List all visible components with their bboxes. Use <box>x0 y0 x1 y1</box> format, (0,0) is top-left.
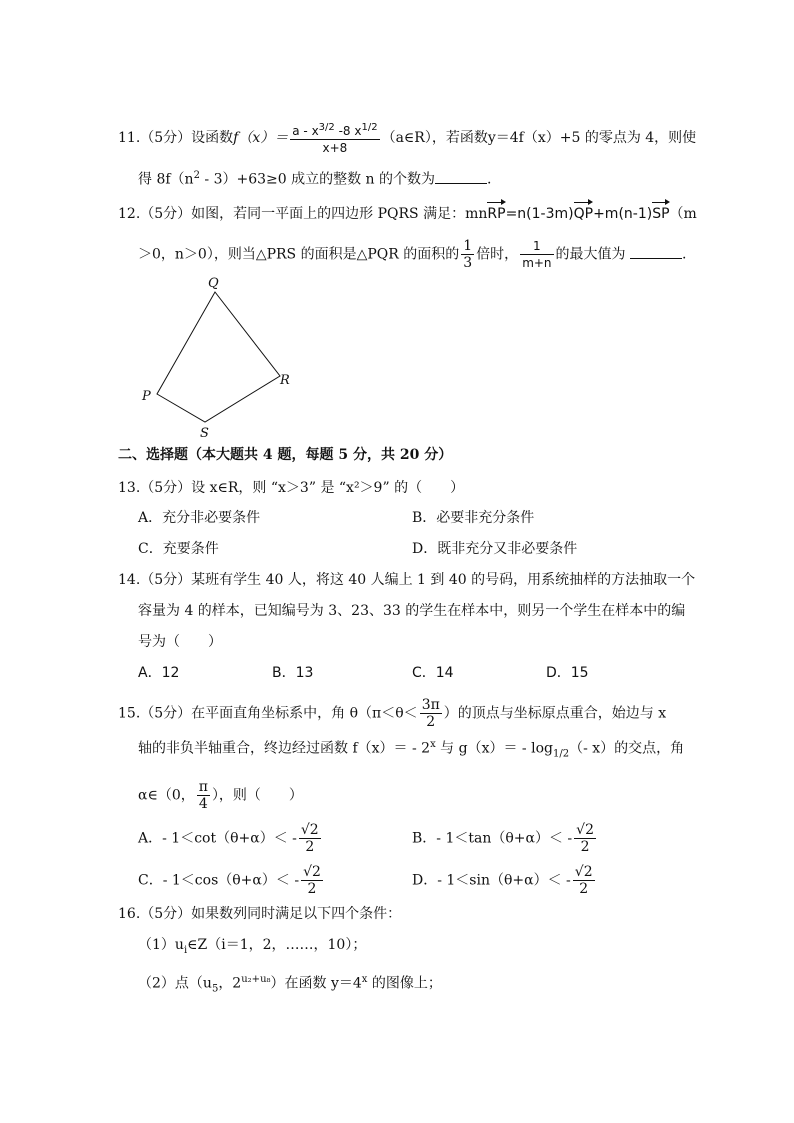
q13-option-b[interactable]: B．必要非充分条件 <box>412 510 535 526</box>
quadrilateral-pqrs <box>157 292 280 422</box>
q15-fraction-3pi-2: $\frac{3\pi}{2}$ <box>421 697 440 730</box>
q15-line3: α∈（0， $\frac{\pi}{4}$ ），则（ ） <box>138 779 303 812</box>
q15-fraction-pi-4: $\frac{\pi}{4}$ <box>198 779 208 812</box>
q15-line2: 轴的非负半轴重合，终边经过函数 f（x）＝ - 2$^x$ 与 $g(x)= - \log_{1/2}(-$ x）的交点，角 <box>138 739 685 760</box>
q14-option-c[interactable]: C．14 <box>412 665 454 681</box>
root2-over-2: $\frac{√2}{2}$ <box>303 864 321 897</box>
q15-option-d[interactable]: D．- 1＜sin（θ+α）＜ - $\frac{√2}{2}$ <box>412 864 593 897</box>
q11-answer-blank[interactable] <box>435 169 487 184</box>
q11-exp1: 3/2 <box>318 122 335 133</box>
q11-prefix: 11.（5分）设函数 <box>118 130 234 146</box>
vector-rp: RP <box>487 206 506 222</box>
root2-over-2: $\frac{√2}{2}$ <box>574 864 593 897</box>
root2-over-2: $\frac{√2}{2}$ <box>576 822 594 855</box>
q13-option-a[interactable]: A．充分非必要条件 <box>138 510 261 526</box>
quadrilateral-figure <box>130 270 310 440</box>
q11-fraction <box>290 120 379 156</box>
label-s: S <box>200 426 209 440</box>
q11-fx: f（x）＝ <box>233 130 289 146</box>
q12-fraction-third: $\frac{1}{3}$ <box>463 238 473 271</box>
label-r: R <box>280 373 290 388</box>
q14-line2: 容量为 4 的样本，已知编号为 3、23、33 的学生在样本中，则另一个学生在样本中的编 <box>138 603 686 619</box>
q11-exp2: 1/2 <box>361 122 378 133</box>
q12-line1: 12.（5分）如图，若同一平面上的四边形 PQRS 满足：mnRP=n(1-3m)QP+m(n-1)SP（m <box>118 206 697 222</box>
q15-option-b[interactable]: B．- 1＜tan（θ+α）＜ - $\frac{√2}{2}$ <box>412 822 594 855</box>
q13-option-d[interactable]: D．既非充分又非必要条件 <box>412 541 578 557</box>
q14-option-a[interactable]: A．12 <box>138 665 180 681</box>
q13-option-c[interactable]: C．充要条件 <box>138 541 219 557</box>
q14-option-d[interactable]: D．15 <box>546 665 589 681</box>
q11-line1 <box>118 120 696 156</box>
q16-condition-1: $(1)u_i\in Z(i=1$，2，……，10）； <box>138 937 367 956</box>
root2-over-2: $\frac{√2}{2}$ <box>300 822 319 855</box>
q15-option-c[interactable]: C．- 1＜cos（θ+α）＜ - $\frac{√2}{2}$ <box>138 864 321 897</box>
q11-condition: y＝4f（x）+5 的零点为 4，则使 <box>487 130 697 146</box>
q14-line3: 号为（ ） <box>138 634 222 650</box>
vector-sp: SP <box>652 206 670 222</box>
q14-option-b[interactable]: B．13 <box>272 665 314 681</box>
log-base: 1/2 <box>552 748 570 760</box>
q12-answer-blank[interactable] <box>630 244 682 259</box>
q11-domain: （a∈R），若函数 <box>381 130 488 146</box>
q11-denominator: x+8 <box>322 141 348 155</box>
q15-line1: 15.（5分）在平面直角坐标系中，角 θ（π＜θ＜ $\frac{3\pi}{2}$ ）的顶点与坐标原点重合，始边与 x <box>118 697 667 730</box>
section-heading: 二、选择题（本大题共 4 题，每题 5 分，共 20 分） <box>118 447 453 463</box>
q11-numerator: a - $x^{3/2}$ -8 $x^{1/2}$ <box>292 122 378 138</box>
q12-fraction-m-plus-n: $\frac{1}{m+n}$ <box>522 239 552 270</box>
q16-line1: 16.（5分）如果数列同时满足以下四个条件： <box>118 906 402 922</box>
q16-condition-2: （2）点（$u_5$，$2^{u_2+u_8}$）在函数 $y=4^x$ 的图像上； <box>138 974 442 995</box>
q12-line2: ＞0，n＞0），则当△PRS 的面积是△PQR 的面积的 $\frac{1}{3}$ 倍时， $\frac{1}{m+n}$ 的最大值为 . <box>138 238 687 271</box>
q15-option-a[interactable]: A．- 1＜cot（θ+α）＜ - $\frac{√2}{2}$ <box>138 822 319 855</box>
label-p: P <box>142 389 151 404</box>
q13-stem: 13.（5分）设 x∈R，则 “x＞3” 是 “x²＞9” 的（ ） <box>118 480 465 496</box>
q11-line2: 得 $8f(n^2 - 3)+63\ge 0$ 成立的整数 n 的个数为 . <box>138 170 492 188</box>
q14-line1: 14.（5分）某班有学生 40 人，将这 40 人编上 1 到 40 的号码，用系统抽样的方法抽取一个 <box>118 572 696 588</box>
label-q: Q <box>208 276 219 291</box>
vector-qp: QP <box>573 206 594 222</box>
